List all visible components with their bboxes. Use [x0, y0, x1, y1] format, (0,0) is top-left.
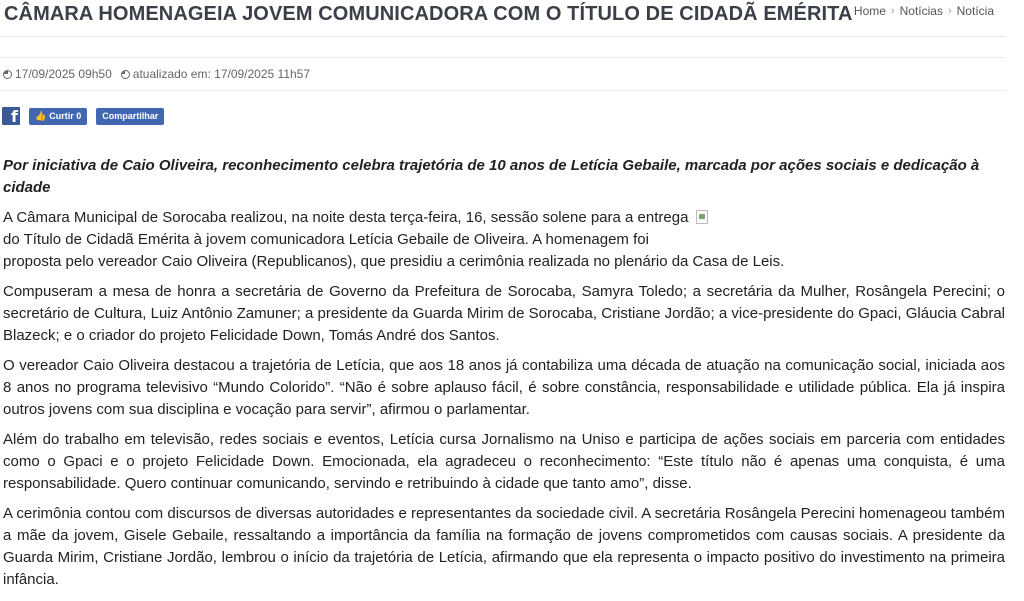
chevron-right-icon: ›	[947, 5, 952, 17]
facebook-share-button[interactable]	[96, 108, 164, 125]
breadcrumb-current: Notícia	[956, 4, 994, 18]
share-label: Compartilhar	[102, 111, 159, 121]
article-paragraph-3: O vereador Caio Oliveira destacou a trajetória de Letícia, que aos 18 anos já contabiliza uma década de atuação na comunicação social, iniciada aos 8 anos no programa televisivo “Mundo Colorido”. “Não é sobre aplauso fácil, é sobre constância, responsabilidade e utilidade pública. Ela já inspira outros jovens com sua disciplina e vocação para servir”, afirmou o parlamentar.	[3, 357, 1005, 418]
article-paragraph-2: Compuseram a mesa de honra a secretária de Governo da Prefeitura de Sorocaba, Samyra Toledo; a secretária da Mulher, Rosângela Perecini; o secretário de Cultura, Luiz Antônio Zamuner; a presidente da Guarda Mirim de Sorocaba, Cristiane Jordão; a vice-presidente do Gpaci, Gláucia Cabral Blazeck; e o criador do projeto Felicidade Down, Tomás André dos Santos.	[3, 283, 1005, 344]
article-meta	[0, 57, 1006, 91]
like-label: Curtir 0	[49, 111, 82, 121]
article-paragraph-1	[3, 207, 1005, 273]
breadcrumb	[854, 4, 994, 18]
updated-text: atualizado em: 17/09/2025 11h57	[132, 67, 311, 81]
breadcrumb-noticias-link[interactable]: Notícias	[899, 4, 943, 18]
page-title: CÂMARA HOMENAGEIA JOVEM COMUNICADORA COM O TÍTULO DE CIDADÃ EMÉRITA	[4, 3, 853, 25]
paragraph-1-line-2: do Título de Cidadã Emérita à jovem comunicadora Letícia Gebaile de Oliveira. A homenagem foi	[3, 231, 649, 248]
paragraph-1-line-1: A Câmara Municipal de Sorocaba realizou, na noite desta terça-feira, 16, sessão solene para a entrega	[3, 209, 689, 226]
broken-image-icon	[696, 210, 708, 224]
article-paragraph-5: A cerimônia contou com discursos de diversas autoridades e representantes da sociedade civil. A secretária Rosângela Perecini homenageou também a mãe da jovem, Gisele Gebaile, ressaltando a importância da família na formação de jovens comprometidos com causas sociais. A presidente da Guarda Mirim, Cristiane Jordão, lembrou o início da trajetória de Letícia, afirmando que ela representa o impacto positivo do investimento na primeira infância.	[3, 505, 1005, 588]
breadcrumb-home-link[interactable]: Home	[853, 4, 886, 18]
clock-icon	[121, 70, 130, 79]
article-body	[3, 155, 1005, 599]
article-lead: Por iniciativa de Caio Oliveira, reconhecimento celebra trajetória de 10 anos de Letícia Gebaile, marcada por ações sociais e dedicação à cidade	[3, 157, 980, 196]
paragraph-1-line-3: proposta pelo vereador Caio Oliveira (Republicanos), que presidiu a cerimônia realizada no plenário da Casa de Leis.	[3, 253, 785, 270]
published-date	[0, 67, 112, 81]
clock-icon	[3, 70, 12, 79]
updated-date	[118, 67, 310, 81]
chevron-right-icon: ›	[890, 5, 895, 17]
page-header	[0, 0, 1006, 37]
share-bar	[2, 107, 164, 125]
published-text: 17/09/2025 09h50	[15, 67, 112, 81]
thumbs-up-icon: 👍	[35, 110, 47, 121]
facebook-icon[interactable]: f	[2, 107, 20, 125]
article-paragraph-4: Além do trabalho em televisão, redes sociais e eventos, Letícia cursa Jornalismo na Uniso e participa de ações sociais em parceria com entidades como o Gpaci e o projeto Felicidade Down. Emocionada, ela agradeceu o reconhecimento: “Este título não é apenas uma conquista, é uma responsabilidade. Quero continuar comunicando, servindo e retribuindo à cidade que tanto amo”, disse.	[3, 431, 1005, 492]
facebook-like-button[interactable]	[29, 108, 87, 125]
